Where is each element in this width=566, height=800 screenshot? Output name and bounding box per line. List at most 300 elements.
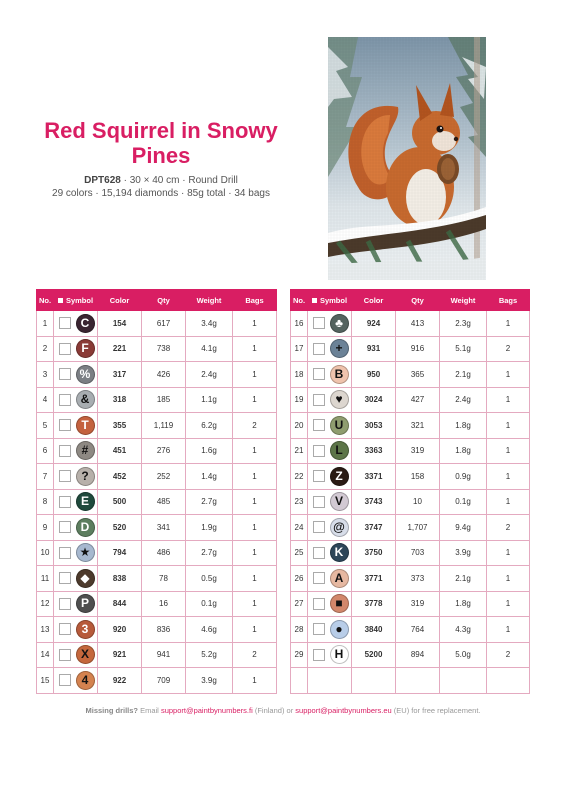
drill-symbol-icon: X — [76, 645, 95, 664]
drill-checkbox[interactable] — [313, 470, 325, 482]
drill-checkbox[interactable] — [59, 368, 71, 380]
weight: 0.1g — [186, 591, 233, 617]
color-code: 950 — [352, 362, 396, 388]
weight: 1.9g — [186, 515, 233, 541]
bags: 1 — [487, 387, 530, 413]
weight: 2.7g — [186, 489, 233, 515]
drill-checkbox[interactable] — [313, 394, 325, 406]
symbol-cell — [54, 336, 98, 362]
row-number: 29 — [291, 642, 308, 668]
table-header-row — [291, 290, 530, 311]
table-row — [291, 464, 530, 490]
artwork-preview — [328, 37, 486, 280]
header-no: No. — [291, 290, 308, 311]
quantity: 252 — [142, 464, 186, 490]
weight: 0.9g — [440, 464, 487, 490]
subtitle-line-2: 29 colors · 15,194 diamonds · 85g total · 34 bags — [52, 188, 270, 199]
row-number: 26 — [291, 566, 308, 592]
color-code: 355 — [98, 413, 142, 439]
product-subtitle — [20, 174, 302, 200]
quantity: 319 — [396, 438, 440, 464]
drill-symbol-icon: & — [76, 390, 95, 409]
color-code: 3363 — [352, 438, 396, 464]
color-table-left — [36, 289, 277, 694]
row-number: 7 — [37, 464, 54, 490]
color-code: 3024 — [352, 387, 396, 413]
weight: 2.1g — [440, 566, 487, 592]
quantity: 709 — [142, 668, 186, 694]
table-row — [37, 515, 277, 541]
weight: 5.0g — [440, 642, 487, 668]
quantity: 321 — [396, 413, 440, 439]
weight: 1.8g — [440, 591, 487, 617]
quantity: 365 — [396, 362, 440, 388]
symbol-cell — [54, 642, 98, 668]
empty-cell — [291, 668, 308, 694]
row-number: 4 — [37, 387, 54, 413]
table-row — [37, 591, 277, 617]
header-qty: Qty — [142, 290, 186, 311]
weight: 6.2g — [186, 413, 233, 439]
drill-checkbox[interactable] — [59, 598, 71, 610]
footer-text-3: (EU) for free replacement. — [391, 706, 481, 715]
bags: 1 — [487, 438, 530, 464]
drill-checkbox[interactable] — [313, 623, 325, 635]
bags: 1 — [487, 591, 530, 617]
bags: 1 — [233, 438, 277, 464]
weight: 3.4g — [186, 311, 233, 337]
header-symbol — [308, 290, 352, 311]
symbol-cell — [54, 540, 98, 566]
drill-checkbox[interactable] — [313, 368, 325, 380]
bags: 1 — [233, 362, 277, 388]
weight: 4.6g — [186, 617, 233, 643]
weight: 0.1g — [440, 489, 487, 515]
table-row — [291, 540, 530, 566]
color-code: 921 — [98, 642, 142, 668]
drill-symbol-icon: ■ — [330, 594, 349, 613]
symbol-cell — [308, 413, 352, 439]
row-number: 10 — [37, 540, 54, 566]
drill-symbol-icon: H — [330, 645, 349, 664]
symbol-cell — [308, 464, 352, 490]
bags: 1 — [487, 362, 530, 388]
color-code: 794 — [98, 540, 142, 566]
weight: 2.4g — [186, 362, 233, 388]
drill-symbol-icon: U — [330, 416, 349, 435]
quantity: 738 — [142, 336, 186, 362]
drill-checkbox[interactable] — [59, 496, 71, 508]
quantity: 413 — [396, 311, 440, 337]
weight: 3.9g — [440, 540, 487, 566]
bags: 1 — [233, 515, 277, 541]
color-table-right — [290, 289, 530, 694]
table-row — [37, 489, 277, 515]
weight: 5.2g — [186, 642, 233, 668]
color-code: 451 — [98, 438, 142, 464]
symbol-cell — [308, 489, 352, 515]
table-row — [37, 336, 277, 362]
header-weight: Weight — [186, 290, 233, 311]
quantity: 10 — [396, 489, 440, 515]
drill-checkbox[interactable] — [313, 649, 325, 661]
drill-symbol-icon: 3 — [76, 620, 95, 639]
weight: 1.4g — [186, 464, 233, 490]
row-number: 19 — [291, 387, 308, 413]
drill-checkbox[interactable] — [59, 547, 71, 559]
symbol-cell — [308, 387, 352, 413]
drill-symbol-icon: @ — [330, 518, 349, 537]
drill-symbol-icon: K — [330, 543, 349, 562]
bags: 1 — [487, 540, 530, 566]
drill-checkbox[interactable] — [313, 343, 325, 355]
row-number: 24 — [291, 515, 308, 541]
row-number: 14 — [37, 642, 54, 668]
quantity: 941 — [142, 642, 186, 668]
quantity: 486 — [142, 540, 186, 566]
quantity: 485 — [142, 489, 186, 515]
color-code: 3743 — [352, 489, 396, 515]
symbol-cell — [54, 464, 98, 490]
table-row — [37, 362, 277, 388]
color-code: 924 — [352, 311, 396, 337]
drill-symbol-icon: V — [330, 492, 349, 511]
row-number: 13 — [37, 617, 54, 643]
drill-symbol-icon: % — [76, 365, 95, 384]
drill-checkbox[interactable] — [59, 343, 71, 355]
quantity: 894 — [396, 642, 440, 668]
table-row — [37, 668, 277, 694]
quantity: 916 — [396, 336, 440, 362]
table-row — [291, 336, 530, 362]
color-code: 931 — [352, 336, 396, 362]
page-title: Red Squirrel in Snowy Pines — [44, 118, 278, 168]
footer-note — [0, 706, 566, 715]
quantity: 617 — [142, 311, 186, 337]
bags: 2 — [487, 515, 530, 541]
color-code: 838 — [98, 566, 142, 592]
drill-symbol-icon: A — [330, 569, 349, 588]
empty-cell — [308, 668, 352, 694]
product-size-drill: · 30 × 40 cm · Round Drill — [120, 175, 238, 186]
color-code: 922 — [98, 668, 142, 694]
bags: 1 — [233, 566, 277, 592]
drill-checkbox[interactable] — [59, 419, 71, 431]
table-row — [291, 413, 530, 439]
table-row — [37, 438, 277, 464]
footer-text-1: Email — [138, 706, 161, 715]
weight: 4.3g — [440, 617, 487, 643]
empty-cell — [396, 668, 440, 694]
bags: 1 — [233, 387, 277, 413]
row-number: 15 — [37, 668, 54, 694]
drill-symbol-icon: F — [76, 339, 95, 358]
symbol-cell — [54, 668, 98, 694]
symbol-cell — [54, 387, 98, 413]
header-bags: Bags — [487, 290, 530, 311]
symbol-cell — [54, 515, 98, 541]
color-code: 221 — [98, 336, 142, 362]
drill-symbol-icon: D — [76, 518, 95, 537]
color-code: 3778 — [352, 591, 396, 617]
table-row — [291, 668, 530, 694]
row-number: 17 — [291, 336, 308, 362]
symbol-cell — [54, 362, 98, 388]
row-number: 28 — [291, 617, 308, 643]
bags: 1 — [487, 489, 530, 515]
table-row — [291, 515, 530, 541]
bags: 1 — [233, 311, 277, 337]
header-bags: Bags — [233, 290, 277, 311]
drill-symbol-icon: 4 — [76, 671, 95, 690]
drill-symbol-icon: ● — [330, 620, 349, 639]
row-number: 18 — [291, 362, 308, 388]
row-number: 12 — [37, 591, 54, 617]
quantity: 16 — [142, 591, 186, 617]
header-no: No. — [37, 290, 54, 311]
header-color: Color — [352, 290, 396, 311]
drill-symbol-icon: + — [330, 339, 349, 358]
weight: 1.6g — [186, 438, 233, 464]
drill-checkbox[interactable] — [313, 547, 325, 559]
symbol-cell — [308, 566, 352, 592]
quantity: 341 — [142, 515, 186, 541]
color-code: 3747 — [352, 515, 396, 541]
weight: 1.1g — [186, 387, 233, 413]
symbol-cell — [308, 515, 352, 541]
row-number: 20 — [291, 413, 308, 439]
bags: 1 — [487, 566, 530, 592]
drill-checkbox[interactable] — [59, 317, 71, 329]
weight: 4.1g — [186, 336, 233, 362]
color-code: 3371 — [352, 464, 396, 490]
symbol-cell — [308, 617, 352, 643]
bags: 2 — [233, 413, 277, 439]
quantity: 78 — [142, 566, 186, 592]
email-link-finland[interactable]: support@paintbynumbers.fi — [160, 706, 253, 715]
symbol-cell — [54, 489, 98, 515]
bags: 1 — [233, 591, 277, 617]
bags: 2 — [487, 642, 530, 668]
quantity: 764 — [396, 617, 440, 643]
symbol-cell — [308, 591, 352, 617]
symbol-cell — [308, 362, 352, 388]
drill-checkbox[interactable] — [313, 317, 325, 329]
quantity: 1,707 — [396, 515, 440, 541]
empty-cell — [487, 668, 530, 694]
bags: 2 — [487, 336, 530, 362]
bags: 1 — [487, 617, 530, 643]
symbol-cell — [54, 438, 98, 464]
color-code: 3053 — [352, 413, 396, 439]
bags: 2 — [233, 642, 277, 668]
drill-symbol-icon: E — [76, 492, 95, 511]
quantity: 703 — [396, 540, 440, 566]
drill-symbol-icon: ? — [76, 467, 95, 486]
quantity: 426 — [142, 362, 186, 388]
product-code: DPT628 — [84, 175, 121, 186]
header-qty: Qty — [396, 290, 440, 311]
row-number: 23 — [291, 489, 308, 515]
bags: 1 — [487, 311, 530, 337]
footer-text-2: (Finland) or — [252, 706, 296, 715]
table-row — [291, 566, 530, 592]
symbol-cell — [308, 311, 352, 337]
color-code: 318 — [98, 387, 142, 413]
row-number: 6 — [37, 438, 54, 464]
drill-checkbox[interactable] — [59, 674, 71, 686]
drill-symbol-icon: ♥ — [330, 390, 349, 409]
symbol-cell — [54, 617, 98, 643]
bags: 1 — [233, 464, 277, 490]
row-number: 25 — [291, 540, 308, 566]
table-row — [291, 387, 530, 413]
table-row — [291, 617, 530, 643]
symbol-cell — [308, 438, 352, 464]
drill-checkbox[interactable] — [59, 623, 71, 635]
quantity: 185 — [142, 387, 186, 413]
color-code: 154 — [98, 311, 142, 337]
table-header-row — [37, 290, 277, 311]
weight: 2.7g — [186, 540, 233, 566]
bags: 1 — [233, 540, 277, 566]
table-row — [291, 311, 530, 337]
table-row — [37, 464, 277, 490]
drill-symbol-icon: ★ — [76, 543, 95, 562]
table-row — [291, 489, 530, 515]
squirrel-illustration — [328, 37, 486, 280]
color-code: 3771 — [352, 566, 396, 592]
drill-symbol-icon: # — [76, 441, 95, 460]
symbol-cell — [308, 336, 352, 362]
bags: 1 — [233, 668, 277, 694]
bags: 1 — [233, 336, 277, 362]
bags: 1 — [233, 617, 277, 643]
drill-symbol-icon: C — [76, 314, 95, 333]
table-row — [291, 438, 530, 464]
bags: 1 — [233, 489, 277, 515]
symbol-cell — [54, 311, 98, 337]
drill-checkbox[interactable] — [59, 521, 71, 533]
drill-checkbox[interactable] — [313, 598, 325, 610]
table-row — [37, 617, 277, 643]
drill-checkbox[interactable] — [59, 649, 71, 661]
color-code: 3840 — [352, 617, 396, 643]
drill-checkbox[interactable] — [59, 445, 71, 457]
header-symbol-label: Symbol — [65, 295, 94, 305]
row-number: 16 — [291, 311, 308, 337]
symbol-cell — [54, 566, 98, 592]
header-symbol-label: Symbol — [319, 295, 348, 305]
row-number: 9 — [37, 515, 54, 541]
quantity: 276 — [142, 438, 186, 464]
weight: 2.4g — [440, 387, 487, 413]
drill-symbol-icon: T — [76, 416, 95, 435]
drill-checkbox[interactable] — [313, 419, 325, 431]
table-row — [291, 642, 530, 668]
drill-symbol-icon: B — [330, 365, 349, 384]
table-row — [291, 591, 530, 617]
row-number: 2 — [37, 336, 54, 362]
color-code: 920 — [98, 617, 142, 643]
weight: 2.3g — [440, 311, 487, 337]
table-row — [37, 413, 277, 439]
table-row — [37, 642, 277, 668]
color-code: 3750 — [352, 540, 396, 566]
color-code: 844 — [98, 591, 142, 617]
color-code: 317 — [98, 362, 142, 388]
symbol-cell — [308, 642, 352, 668]
empty-cell — [440, 668, 487, 694]
bags: 1 — [487, 464, 530, 490]
table-row — [37, 311, 277, 337]
drill-checkbox[interactable] — [313, 496, 325, 508]
quantity: 836 — [142, 617, 186, 643]
drill-checkbox[interactable] — [313, 572, 325, 584]
row-number: 27 — [291, 591, 308, 617]
row-number: 22 — [291, 464, 308, 490]
drill-checkbox[interactable] — [313, 445, 325, 457]
table-row — [37, 540, 277, 566]
header-weight: Weight — [440, 290, 487, 311]
subtitle-line-1 — [20, 174, 302, 187]
row-number: 1 — [37, 311, 54, 337]
weight: 3.9g — [186, 668, 233, 694]
header-checkbox-icon — [58, 298, 63, 303]
quantity: 158 — [396, 464, 440, 490]
row-number: 21 — [291, 438, 308, 464]
header-checkbox-icon — [312, 298, 317, 303]
weight: 5.1g — [440, 336, 487, 362]
color-code: 5200 — [352, 642, 396, 668]
row-number: 11 — [37, 566, 54, 592]
table-row — [291, 362, 530, 388]
weight: 1.8g — [440, 413, 487, 439]
symbol-cell — [54, 413, 98, 439]
header-symbol — [54, 290, 98, 311]
symbol-cell — [308, 540, 352, 566]
color-code: 520 — [98, 515, 142, 541]
symbol-cell — [54, 591, 98, 617]
drill-checkbox[interactable] — [59, 394, 71, 406]
drill-checkbox[interactable] — [313, 521, 325, 533]
drill-symbol-icon: L — [330, 441, 349, 460]
quantity: 1,119 — [142, 413, 186, 439]
color-code: 500 — [98, 489, 142, 515]
weight: 1.8g — [440, 438, 487, 464]
empty-cell — [352, 668, 396, 694]
drill-checkbox[interactable] — [59, 470, 71, 482]
table-row — [37, 387, 277, 413]
drill-symbol-icon: ◆ — [76, 569, 95, 588]
row-number: 3 — [37, 362, 54, 388]
footer-prefix: Missing drills? — [85, 706, 139, 715]
color-code: 452 — [98, 464, 142, 490]
row-number: 5 — [37, 413, 54, 439]
drill-symbol-icon: ♣ — [330, 314, 349, 333]
quantity: 373 — [396, 566, 440, 592]
weight: 9.4g — [440, 515, 487, 541]
row-number: 8 — [37, 489, 54, 515]
quantity: 319 — [396, 591, 440, 617]
drill-checkbox[interactable] — [59, 572, 71, 584]
table-row — [37, 566, 277, 592]
quantity: 427 — [396, 387, 440, 413]
drill-symbol-icon: P — [76, 594, 95, 613]
bags: 1 — [487, 413, 530, 439]
email-link-eu[interactable]: support@paintbynumbers.eu — [295, 706, 392, 715]
weight: 2.1g — [440, 362, 487, 388]
